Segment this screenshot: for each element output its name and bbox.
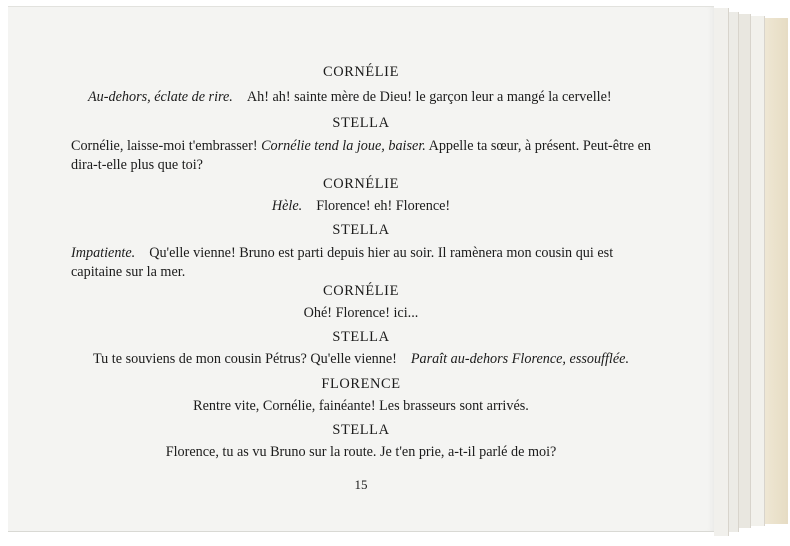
dialogue-line: capitaine sur la mer. bbox=[71, 264, 186, 280]
dialogue-text: Appelle ta sœur, à présent. Peut-être en bbox=[428, 138, 651, 154]
dialogue-line: Rentre vite, Cornélie, fainéante! Les brasseurs sont arrivés. bbox=[193, 398, 529, 414]
dialogue-text: Ah! ah! sainte mère de Dieu! le garçon leur a mangé la cervelle! bbox=[246, 89, 612, 105]
speaker-name: STELLA bbox=[332, 329, 390, 345]
dialogue-text: Qu'elle vienne! Bruno est parti depuis hier au soir. Il ramènera mon cousin qui est bbox=[149, 245, 614, 261]
page-edge bbox=[738, 14, 751, 528]
speaker-name: CORNÉLIE bbox=[323, 176, 399, 192]
stage-direction: Cornélie tend la joue, baiser. bbox=[261, 138, 426, 154]
book-page bbox=[8, 6, 714, 532]
speaker-name: STELLA bbox=[332, 222, 390, 238]
dialogue-text: Florence! eh! Florence! bbox=[316, 198, 451, 214]
dialogue-line bbox=[88, 89, 612, 106]
stage-direction: Au-dehors, éclate de rire. bbox=[88, 89, 233, 105]
dialogue-line: Ohé! Florence! ici... bbox=[303, 305, 419, 321]
speaker-name: CORNÉLIE bbox=[323, 64, 399, 80]
page-number: 15 bbox=[354, 477, 368, 492]
page-edge bbox=[714, 8, 729, 536]
speaker-name: STELLA bbox=[332, 422, 390, 438]
dialogue-text: Cornélie, laisse-moi t'embrasser! bbox=[71, 138, 258, 154]
dialogue-line bbox=[71, 245, 613, 262]
dialogue-text: Tu te souviens de mon cousin Pétrus? Qu'elle vienne! bbox=[92, 351, 397, 367]
dialogue-line bbox=[71, 138, 651, 155]
dialogue-line bbox=[8, 351, 714, 368]
speaker-name: CORNÉLIE bbox=[323, 283, 399, 299]
page-edge bbox=[728, 12, 739, 532]
speaker-name: FLORENCE bbox=[321, 376, 401, 392]
dialogue-line: Florence, tu as vu Bruno sur la route. Je t'en prie, a-t-il parlé de moi? bbox=[165, 444, 557, 460]
stage-direction: Paraît au-dehors Florence, essoufflée. bbox=[410, 351, 630, 367]
dialogue-line bbox=[8, 198, 714, 215]
page-edge bbox=[750, 16, 765, 526]
dialogue-line: dira-t-elle plus que toi? bbox=[71, 157, 203, 173]
stage-direction: Impatiente. bbox=[71, 245, 136, 261]
stage-direction: Hèle. bbox=[271, 198, 303, 214]
speaker-name: STELLA bbox=[332, 115, 390, 131]
book-cover-edge bbox=[764, 18, 788, 524]
